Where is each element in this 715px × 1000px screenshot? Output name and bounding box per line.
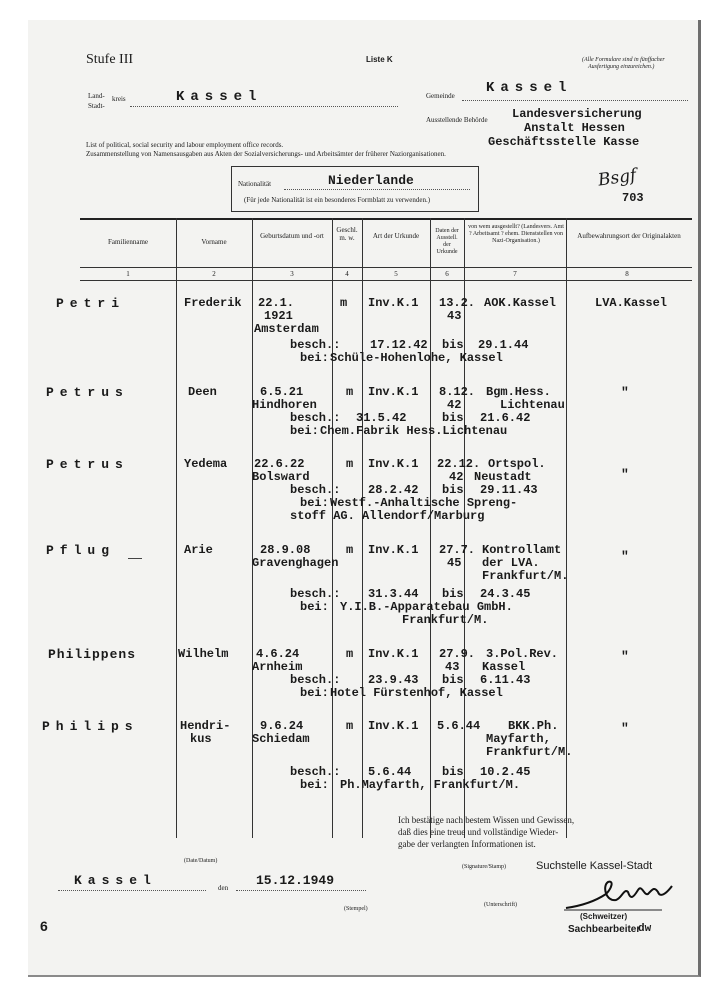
row-storage-ditto: " xyxy=(621,467,629,482)
row-bei-label: bei: xyxy=(300,778,329,792)
row-issuer: Ortspol. xyxy=(488,457,546,471)
row-besch-from: 28.2.42 xyxy=(368,483,419,497)
row-issuer-line2: Kassel xyxy=(482,660,526,674)
row-issuer-line3: Frankfurt/M. xyxy=(482,569,569,583)
attestation-line1: Ich bestätige nach bestem Wissen und Gewissen, xyxy=(398,815,575,825)
column-header-issuer: von wem ausgestellt? (Landesvers. Amt ? Arbeitsamt ? ehem. Dienststellen von Nazi-Organisation.) xyxy=(468,224,564,244)
row-bei-text-line2: Frankfurt/M. xyxy=(402,613,489,627)
gemeinde-value: Kassel xyxy=(486,80,573,96)
row-bei-text: Chem.Fabrik Hess.Lichtenau xyxy=(320,424,508,438)
column-divider xyxy=(464,218,465,838)
column-header-doc-date: Daten der Ausstell. der Urkunde xyxy=(435,228,459,255)
behoerde-line1: Landesversicherung xyxy=(512,107,642,121)
table-top-rule xyxy=(80,218,692,220)
row-firstname: Hendri- xyxy=(180,719,231,733)
row-issuer: 3.Pol.Rev. xyxy=(486,647,559,661)
column-divider xyxy=(332,218,333,838)
row-surname: Petri xyxy=(56,296,126,311)
row-firstname: Arie xyxy=(184,543,213,557)
row-doc-date: 8.12. xyxy=(439,385,476,399)
row-birth-place: Schiedam xyxy=(252,732,310,746)
row-birth-date: 22.6.22 xyxy=(254,457,305,471)
row-besch-bis: bis xyxy=(442,338,464,352)
document-page xyxy=(28,20,701,977)
column-number: 4 xyxy=(345,270,349,278)
handwritten-signature xyxy=(562,872,680,914)
row-sex: m xyxy=(340,296,348,310)
row-birth-date: 4.6.24 xyxy=(256,647,300,661)
column-header-birth: Geburtsdatum und -ort xyxy=(260,232,324,240)
attestation-line3: gabe der verlangten Informationen ist. xyxy=(398,839,536,849)
row-surname: Petrus xyxy=(46,385,129,400)
row-issuer: Bgm.Hess. xyxy=(486,385,551,399)
row-doc-date-year: 45 xyxy=(447,556,462,570)
records-table xyxy=(80,218,692,838)
row-surname: Philips xyxy=(42,719,139,734)
row-storage: LVA.Kassel xyxy=(595,296,668,310)
row-bei-text-line2: stoff AG. Allendorf/Marburg xyxy=(290,509,485,523)
row-bei-text: Hotel Fürstenhof, Kassel xyxy=(330,686,503,700)
column-header-firstname: Vorname xyxy=(201,238,227,246)
row-issuer-line2: Lichtenau xyxy=(500,398,565,412)
list-description-de: Zusammenstellung von Namensausgaben aus Akten der Sozialversicherungs- und Arbeitsämter der früherer Naziorganisationen. xyxy=(86,150,446,158)
corner-note-line2: Ausfertigung einzureichen.) xyxy=(588,64,655,70)
nationality-note: (Für jede Nationalität ist ein besonderes Formblatt zu verwenden.) xyxy=(244,196,431,204)
row-issuer: BKK.Ph. xyxy=(508,719,559,733)
row-besch-label: besch.: xyxy=(290,483,341,497)
row-storage-ditto: " xyxy=(621,649,629,664)
row-sex: m xyxy=(346,543,354,557)
row-sex: m xyxy=(346,457,354,471)
column-divider xyxy=(430,218,431,838)
date-label: (Date/Datum) xyxy=(184,858,218,864)
stufe-label: Stufe III xyxy=(86,52,134,67)
row-sex: m xyxy=(346,719,354,733)
row-surname: Philippens xyxy=(48,647,137,662)
row-storage-ditto: " xyxy=(621,549,629,564)
row-document: Inv.K.1 xyxy=(368,719,419,733)
date-underline xyxy=(236,890,366,891)
row-document: Inv.K.1 xyxy=(368,457,419,471)
attestation-line2: daß dies eine treue und vollständige Wieder- xyxy=(398,827,559,837)
behoerde-label: Ausstellende Behörde xyxy=(426,116,488,124)
row-besch-label: besch.: xyxy=(290,411,341,425)
date-value: 15.12.1949 xyxy=(256,873,335,888)
row-document: Inv.K.1 xyxy=(368,296,419,310)
row-birth-date: 6.5.21 xyxy=(260,385,304,399)
row-birth-date: 22.1. xyxy=(258,296,295,310)
row-besch-to: 6.11.43 xyxy=(480,673,531,687)
row-document: Inv.K.1 xyxy=(368,385,419,399)
stadt-label: Stadt- xyxy=(88,102,105,110)
row-bei-text: Schüle-Hohenlohe, Kassel xyxy=(330,351,503,365)
stempel-label: (Stempel) xyxy=(344,906,368,912)
column-header-sex: Geschl. m. w. xyxy=(336,226,358,242)
row-besch-label: besch.: xyxy=(290,587,341,601)
row-issuer-line2: Neustadt xyxy=(474,470,532,484)
column-number: 6 xyxy=(445,270,449,278)
row-besch-bis: bis xyxy=(442,587,464,601)
kreis-value: Kassel xyxy=(176,89,263,105)
row-besch-from: 5.6.44 xyxy=(368,765,412,779)
row-doc-date: 22.12. xyxy=(437,457,481,471)
row-document: Inv.K.1 xyxy=(368,543,419,557)
row-storage-ditto: " xyxy=(621,385,629,400)
column-header-surname: Familienname xyxy=(107,238,149,246)
row-bei-text: Y.I.B.-Apparatebau GmbH. xyxy=(340,600,513,614)
row-birth-place: Hindhoren xyxy=(252,398,317,412)
row-firstname: Yedema xyxy=(184,457,228,471)
row-besch-bis: bis xyxy=(442,411,464,425)
kreis-underline xyxy=(130,106,398,107)
row-besch-from: 31.5.42 xyxy=(356,411,407,425)
row-bei-label: bei: xyxy=(300,351,329,365)
row-besch-to: 21.6.42 xyxy=(480,411,531,425)
row-doc-date: 5.6.44 xyxy=(437,719,481,733)
row-besch-from: 23.9.43 xyxy=(368,673,419,687)
gemeinde-underline xyxy=(462,100,688,101)
row-sex: m xyxy=(346,647,354,661)
kreis-label: kreis xyxy=(112,95,126,103)
row-bei-label: bei: xyxy=(300,496,329,510)
nationality-value: Niederlande xyxy=(328,173,414,188)
row-doc-date: 27.9. xyxy=(439,647,476,661)
row-firstname-line2: kus xyxy=(190,732,212,746)
row-firstname: Frederik xyxy=(184,296,242,310)
row-besch-label: besch.: xyxy=(290,765,341,779)
row-issuer: Kontrollamt xyxy=(482,543,562,557)
unterschrift-label: (Unterschrift) xyxy=(484,902,517,908)
signer-title: Sachbearbeiter xyxy=(568,924,641,935)
behoerde-line2: Anstalt Hessen xyxy=(524,121,625,135)
row-birth-date: 28.9.08 xyxy=(260,543,311,557)
row-document: Inv.K.1 xyxy=(368,647,419,661)
row-bei-text: Ph.Mayfarth, Frankfurt/M. xyxy=(340,778,521,792)
column-number: 3 xyxy=(290,270,294,278)
signer-initials: dw xyxy=(638,923,652,935)
row-birth-date-year: 1921 xyxy=(264,309,293,323)
column-header-storage: Aufbewahrungsort der Originalakten xyxy=(577,232,681,240)
row-birth-place: Bolsward xyxy=(252,470,310,484)
table-number-rule xyxy=(80,280,692,281)
row-doc-date-year: 42 xyxy=(449,470,464,484)
handwritten-mark: Bsgf xyxy=(596,165,638,191)
row-besch-from: 31.3.44 xyxy=(368,587,419,601)
row-doc-date-year: 43 xyxy=(447,309,462,323)
row-storage-ditto: " xyxy=(621,721,629,736)
attestation xyxy=(398,814,574,850)
place-underline xyxy=(58,890,206,891)
column-divider xyxy=(176,218,177,838)
row-doc-date-year: 42 xyxy=(447,398,462,412)
row-besch-label: besch.: xyxy=(290,338,341,352)
row-besch-to: 29.1.44 xyxy=(478,338,529,352)
column-header-document: Art der Urkunde xyxy=(372,232,420,240)
nationality-underline xyxy=(284,189,470,190)
row-besch-label: besch.: xyxy=(290,673,341,687)
row-besch-to: 10.2.45 xyxy=(480,765,531,779)
nationality-label: Nationalität xyxy=(238,180,272,188)
row-besch-to: 24.3.45 xyxy=(480,587,531,601)
row-surname: Petrus xyxy=(46,457,129,472)
nationality-box xyxy=(231,166,479,212)
column-divider xyxy=(362,218,363,838)
row-bei-label: bei: xyxy=(300,686,329,700)
page-number: 6 xyxy=(40,918,48,934)
column-number: 5 xyxy=(394,270,398,278)
row-issuer: AOK.Kassel xyxy=(484,296,557,310)
row-bei-label: bei: xyxy=(300,600,329,614)
row-besch-bis: bis xyxy=(442,483,464,497)
gemeinde-label: Gemeinde xyxy=(426,92,455,100)
column-number: 8 xyxy=(625,270,629,278)
column-number: 1 xyxy=(126,270,130,278)
suchstelle-stamp: Suchstelle Kassel-Stadt xyxy=(536,860,653,872)
row-besch-bis: bis xyxy=(442,765,464,779)
corner-note-line1: (Alle Formulare sind in fünffacher xyxy=(582,57,665,63)
column-number: 2 xyxy=(212,270,216,278)
behoerde-line3: Geschäftsstelle Kasse xyxy=(488,135,640,149)
page-code: 703 xyxy=(622,191,644,205)
row-birth-date: 9.6.24 xyxy=(260,719,304,733)
column-number: 7 xyxy=(513,270,517,278)
table-header-rule xyxy=(80,267,692,268)
row-surname: Pflug xyxy=(46,543,116,558)
row-bei-text: Westf.-Anhaltische Spreng- xyxy=(330,496,518,510)
row-birth-place: Amsterdam xyxy=(254,322,319,336)
liste-label: Liste K xyxy=(366,55,393,64)
row-bei-label: bei: xyxy=(290,424,319,438)
row-birth-place: Arnheim xyxy=(252,660,303,674)
row-issuer-line2: der LVA. xyxy=(482,556,540,570)
row-besch-bis: bis xyxy=(442,673,464,687)
row-besch-to: 29.11.43 xyxy=(480,483,538,497)
den-label: den xyxy=(218,884,229,892)
row-doc-date: 13.2. xyxy=(439,296,476,310)
row-sex: m xyxy=(346,385,354,399)
row-firstname: Wilhelm xyxy=(178,647,229,661)
row-besch-from: 17.12.42 xyxy=(370,338,428,352)
row-firstname: Deen xyxy=(188,385,217,399)
signer-name: (Schweitzer) xyxy=(580,912,628,921)
land-label: Land- xyxy=(88,92,105,100)
row-issuer-line3: Frankfurt/M. xyxy=(486,745,573,759)
surname-dash xyxy=(128,558,142,559)
list-description-en: List of political, social security and labour employment office records. xyxy=(86,141,284,149)
row-doc-date: 27.7. xyxy=(439,543,476,557)
row-issuer-line2: Mayfarth, xyxy=(486,732,551,746)
row-birth-place: Gravenghagen xyxy=(252,556,339,570)
row-doc-date-year: 43 xyxy=(445,660,460,674)
place-value: Kassel xyxy=(74,873,157,888)
signature-stamp-label: (Signature/Stamp) xyxy=(462,864,506,870)
